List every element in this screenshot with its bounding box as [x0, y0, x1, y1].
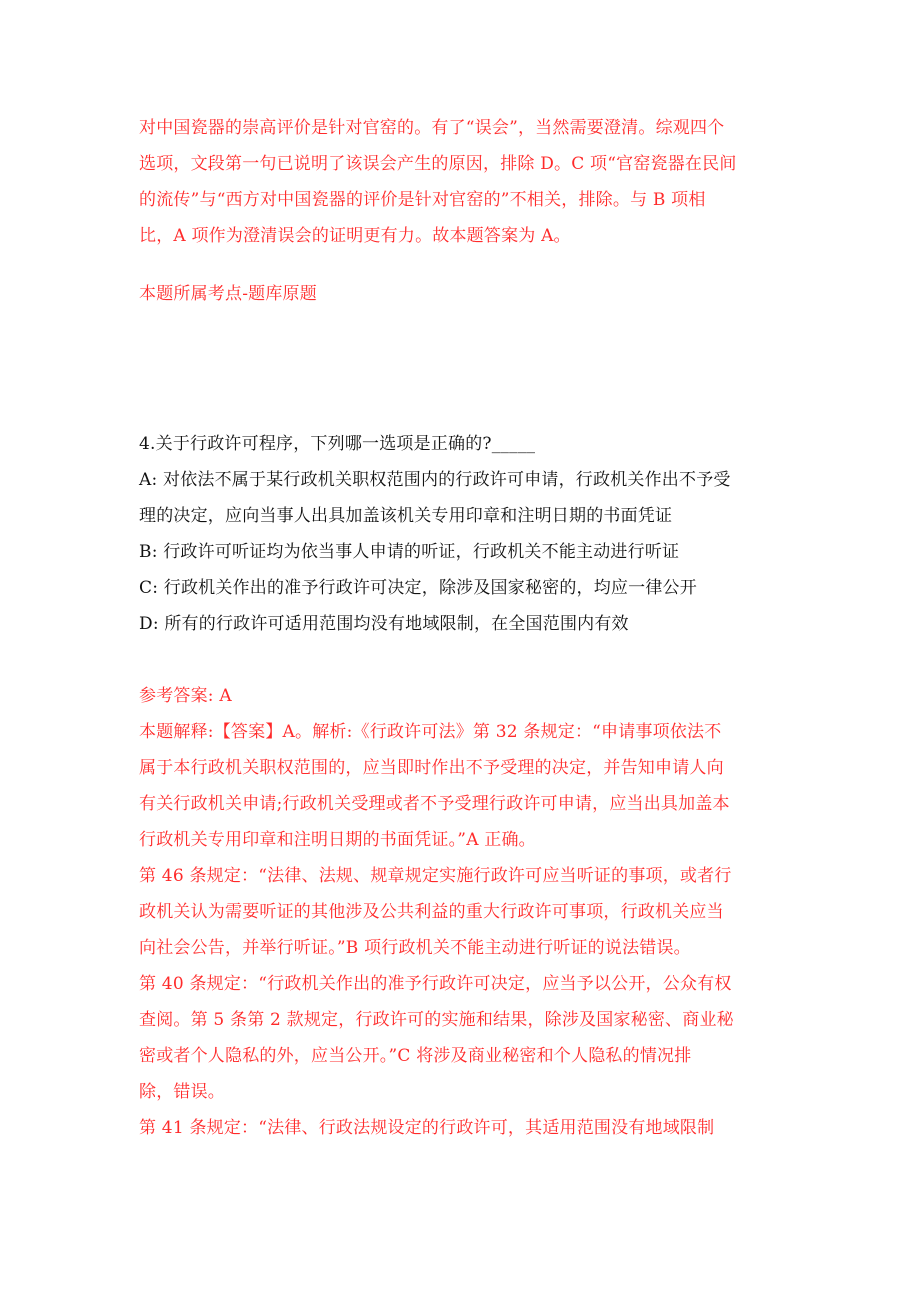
answer-block [139, 678, 784, 1146]
answer-explanation-line: 除，错误。 [139, 1082, 225, 1102]
answer-explanation-line: 政机关认为需要听证的其他涉及公共利益的重大行政许可事项，行政机关应当 [139, 902, 724, 922]
option-a-line-1: A: 对依法不属于某行政机关职权范围内的行政许可申请，行政机关作出不予受 [139, 470, 731, 490]
reference-answer: 参考答案: A [139, 686, 232, 706]
question-stem: 4.关于行政许可程序，下列哪一选项是正确的?_____ [139, 434, 536, 454]
answer-explanation-line: 查阅。第 5 条第 2 款规定，行政许可的实施和结果，除涉及国家秘密、商业秘 [139, 1010, 734, 1030]
answer-explanation-line: 第 46 条规定：“法律、法规、规章规定实施行政许可应当听证的事项，或者行 [139, 866, 732, 886]
answer-explanation-line: 向社会公告，并举行听证。”B 项行政机关不能主动进行听证的说法错误。 [139, 938, 691, 958]
answer-explanation-line: 行政机关专用印章和注明日期的书面凭证。”A 正确。 [139, 830, 536, 850]
answer-explanation-line: 本题解释:【答案】A。解析:《行政许可法》第 32 条规定：“申请事项依法不 [139, 722, 722, 742]
explanation-line: 的流传”与“西方对中国瓷器的评价是针对官窑的”不相关，排除。与 B 项相 [139, 190, 706, 210]
answer-explanation-line: 第 41 条规定：“法律、行政法规设定的行政许可，其适用范围没有地域限制 [139, 1118, 715, 1138]
previous-explanation [139, 110, 784, 254]
knowledge-point [139, 276, 784, 312]
option-b: B: 行政许可听证均为依当事人申请的听证，行政机关不能主动进行听证 [139, 542, 680, 562]
question-block [139, 426, 784, 642]
option-c: C: 行政机关作出的准予行政许可决定，除涉及国家秘密的，均应一律公开 [139, 578, 697, 598]
document-page [139, 110, 784, 1146]
option-d: D: 所有的行政许可适用范围均没有地域限制，在全国范围内有效 [139, 614, 629, 634]
explanation-line: 选项，文段第一句已说明了该误会产生的原因，排除 D。C 项“官窑瓷器在民间 [139, 154, 737, 174]
answer-explanation-line: 属于本行政机关职权范围的，应当即时作出不予受理的决定，并告知申请人向 [139, 758, 724, 778]
answer-explanation-line: 有关行政机关申请;行政机关受理或者不予受理行政许可申请，应当出具加盖本 [139, 794, 730, 814]
answer-explanation-line: 第 40 条规定：“行政机关作出的准予行政许可决定，应当予以公开，公众有权 [139, 974, 732, 994]
explanation-line: 比，A 项作为澄清误会的证明更有力。故本题答案为 A。 [139, 226, 571, 246]
explanation-line: 对中国瓷器的崇高评价是针对官窑的。有了“误会”，当然需要澄清。综观四个 [139, 118, 725, 138]
answer-explanation-line: 密或者个人隐私的外，应当公开。”C 将涉及商业秘密和个人隐私的情况排 [139, 1046, 692, 1066]
knowledge-point-text: 本题所属考点-题库原题 [139, 284, 317, 304]
option-a-line-2: 理的决定，应向当事人出具加盖该机关专用印章和注明日期的书面凭证 [139, 506, 673, 526]
